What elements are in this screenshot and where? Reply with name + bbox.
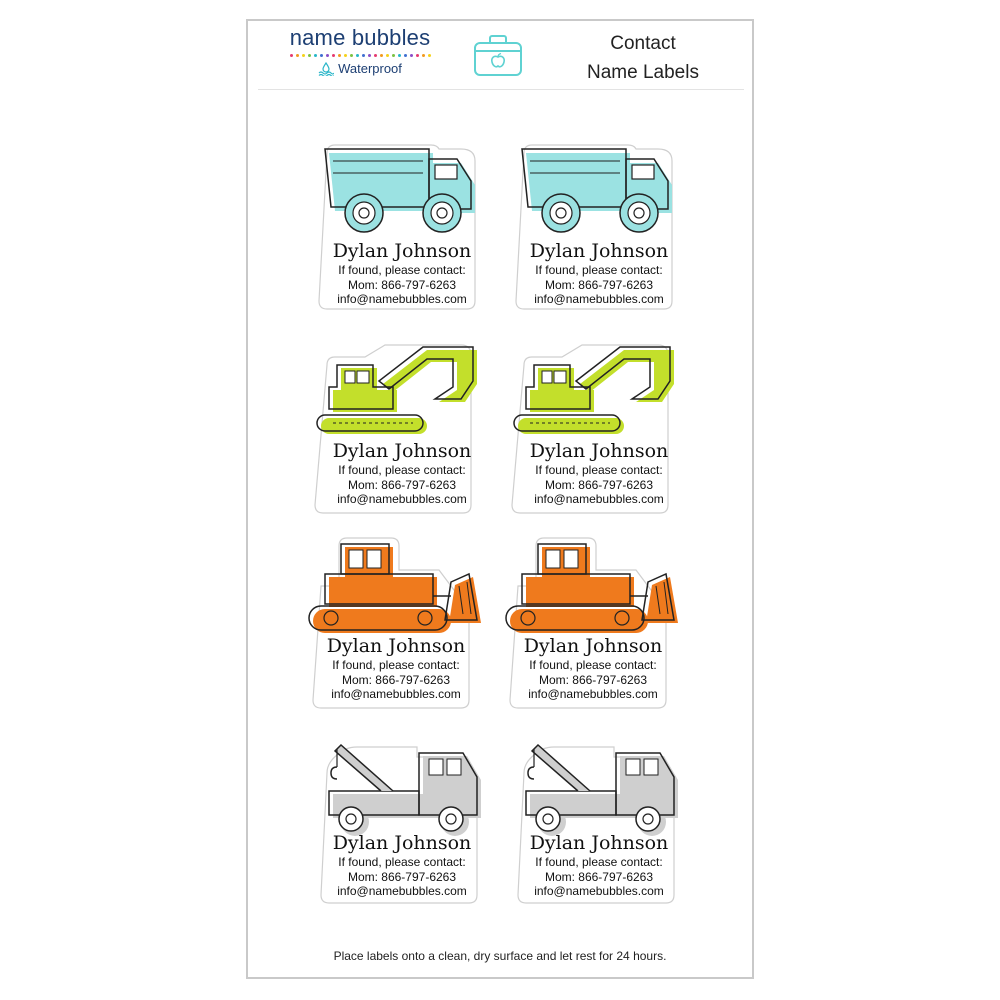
label-text	[516, 831, 682, 899]
name-label	[319, 733, 485, 905]
email-line: info@namebubbles.com	[337, 292, 467, 306]
phone-line: Mom: 866-797-6263	[544, 277, 654, 292]
email-line: info@namebubbles.com	[337, 492, 467, 506]
contact-line: If found, please contact:	[338, 463, 466, 477]
contact-line: If found, please contact:	[535, 855, 663, 869]
contact-line: If found, please contact:	[338, 855, 466, 869]
phone-line: Mom: 866-797-6263	[538, 672, 648, 687]
waterproof-label: Waterproof	[338, 61, 402, 76]
email-line: info@namebubbles.com	[534, 492, 664, 506]
label-text	[319, 831, 485, 899]
brand-logo	[280, 25, 440, 76]
label-text	[510, 634, 676, 702]
label-text	[313, 634, 479, 702]
tow-truck-icon	[516, 733, 682, 833]
email-line: info@namebubbles.com	[534, 884, 664, 898]
contact-line: If found, please contact:	[332, 658, 460, 672]
child-name: Dylan Johnson	[332, 440, 472, 462]
phone-line: Mom: 866-797-6263	[544, 477, 654, 492]
waterproof-badge	[280, 61, 440, 76]
label-sheet	[246, 19, 754, 979]
dump-truck-icon	[516, 141, 682, 241]
dump-truck-icon	[319, 141, 485, 241]
label-text	[516, 439, 682, 507]
phone-line: Mom: 866-797-6263	[347, 277, 457, 292]
brand-dots	[280, 54, 440, 57]
child-name: Dylan Johnson	[529, 440, 669, 462]
name-label	[319, 341, 485, 513]
sheet-header	[248, 21, 752, 91]
tow-truck-icon	[319, 733, 485, 833]
water-drop-icon	[318, 62, 334, 76]
bulldozer-icon	[313, 536, 479, 636]
phone-line: Mom: 866-797-6263	[347, 477, 457, 492]
contact-line: If found, please contact:	[535, 463, 663, 477]
name-label	[319, 141, 485, 313]
excavator-icon	[516, 341, 682, 441]
label-text	[319, 439, 485, 507]
lunchbox-icon	[473, 33, 523, 78]
header-divider	[258, 89, 744, 90]
brand-name: name bubbles	[289, 25, 431, 50]
child-name: Dylan Johnson	[529, 832, 669, 854]
name-label	[516, 341, 682, 513]
name-label	[510, 536, 676, 708]
application-instructions: Place labels onto a clean, dry surface and let rest for 24 hours.	[333, 949, 667, 963]
label-text	[319, 239, 485, 307]
child-name: Dylan Johnson	[326, 635, 466, 657]
phone-line: Mom: 866-797-6263	[544, 869, 654, 884]
bulldozer-icon	[510, 536, 676, 636]
child-name: Dylan Johnson	[332, 240, 472, 262]
name-label	[516, 733, 682, 905]
name-label	[313, 536, 479, 708]
email-line: info@namebubbles.com	[534, 292, 664, 306]
phone-line: Mom: 866-797-6263	[341, 672, 451, 687]
contact-line: If found, please contact:	[535, 263, 663, 277]
sheet-title	[568, 29, 718, 87]
excavator-icon	[319, 341, 485, 441]
email-line: info@namebubbles.com	[337, 884, 467, 898]
email-line: info@namebubbles.com	[331, 687, 461, 701]
contact-line: If found, please contact:	[529, 658, 657, 672]
phone-line: Mom: 866-797-6263	[347, 869, 457, 884]
name-label	[516, 141, 682, 313]
email-line: info@namebubbles.com	[528, 687, 658, 701]
child-name: Dylan Johnson	[529, 240, 669, 262]
child-name: Dylan Johnson	[332, 832, 472, 854]
contact-line: If found, please contact:	[338, 263, 466, 277]
sheet-title-line-1: Contact	[610, 33, 676, 54]
sheet-title-line-2: Name Labels	[587, 62, 699, 83]
label-text	[516, 239, 682, 307]
child-name: Dylan Johnson	[523, 635, 663, 657]
